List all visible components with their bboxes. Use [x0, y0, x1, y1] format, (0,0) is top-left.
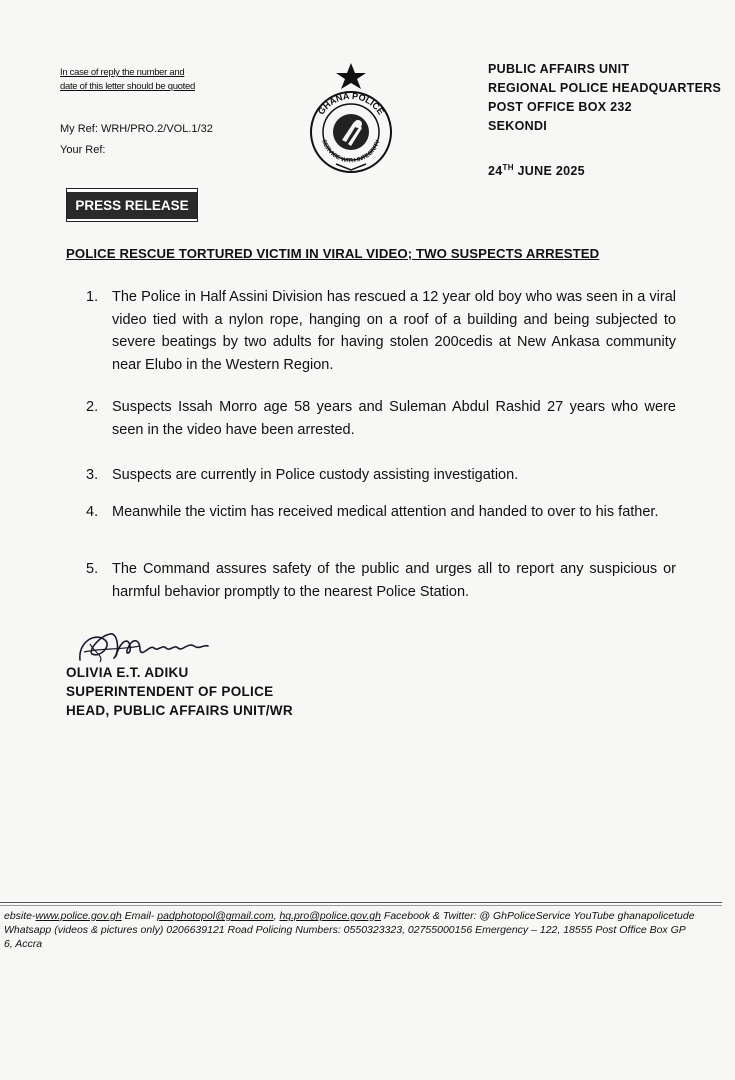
sender-address: [488, 60, 721, 136]
release-date: [488, 163, 585, 178]
paragraph-4: [86, 501, 676, 524]
signatory-name: OLIVIA E.T. ADIKU: [66, 665, 189, 680]
my-ref: My Ref: WRH/PRO.2/VOL.1/32: [60, 123, 213, 135]
paragraph-number: 2.: [86, 399, 99, 415]
footer-divider: [0, 902, 722, 903]
email-link[interactable]: hq.pro@police.gov.gh: [279, 910, 381, 922]
paragraph-1: [86, 286, 676, 376]
footer-line-3: 6, Accra: [4, 938, 43, 950]
footer-text: ebsite-: [4, 910, 36, 922]
website-link[interactable]: www.police.gov.gh: [35, 910, 122, 922]
paragraph-number: 4.: [86, 504, 99, 520]
footer-line-1: [4, 909, 735, 923]
footer-line-2: Whatsapp (videos & pictures only) 0206639121 Road Policing Numbers: 0550323323, 02755000156 Emergency – 122, 18555 Post Office Box GP: [4, 924, 686, 936]
press-release-badge: [66, 188, 198, 222]
date-month-year: JUNE 2025: [513, 164, 585, 179]
footer-text: ,: [273, 910, 280, 922]
paragraph-number: 3.: [86, 467, 99, 483]
paragraph-text: The Police in Half Assini Division has rescued a 12 year old boy who was seen in a viral video tied with a nylon rope, hanging on a roof of a building and being subjected to severe beatings by two adults for having stolen 200cedis at New Ankasa community near Elubo in the Western Region.: [112, 289, 676, 373]
paragraph-text: Meanwhile the victim has received medical attention and handed to over to his father.: [112, 504, 659, 520]
paragraph-text: The Command assures safety of the public and urges all to report any suspicious or harmful behavior promptly to the nearest Police Station.: [112, 561, 676, 600]
press-release-label: PRESS RELEASE: [67, 192, 196, 219]
police-crest-icon: [296, 60, 406, 175]
your-ref: Your Ref:: [60, 144, 106, 156]
email-link[interactable]: padphotopol@gmail.com: [157, 910, 274, 922]
paragraph-text: Suspects are currently in Police custody assisting investigation.: [112, 467, 519, 483]
address-line: SEKONDI: [488, 119, 548, 133]
date-suffix: TH: [502, 163, 514, 172]
footer-divider: [0, 905, 722, 906]
address-line: PUBLIC AFFAIRS UNIT: [488, 62, 630, 76]
footer-text: Email-: [121, 910, 158, 922]
footer-contacts: [4, 909, 735, 951]
crest-bottom-text: SERVICE WITH INTEGRITY: [320, 139, 382, 165]
paragraph-number: 1.: [86, 289, 99, 305]
paragraph-2: [86, 396, 676, 441]
signatory-block: [66, 663, 293, 720]
ghana-police-crest: [296, 60, 406, 180]
paragraph-5: [86, 558, 676, 603]
paragraph-text: Suspects Issah Morro age 58 years and Suleman Abdul Rashid 27 years who were seen in the video have been arrested.: [112, 399, 676, 438]
paragraph-number: 5.: [86, 561, 99, 577]
address-line: REGIONAL POLICE HEADQUARTERS: [488, 81, 722, 95]
paragraph-3: [86, 464, 676, 487]
signatory-title: HEAD, PUBLIC AFFAIRS UNIT/WR: [66, 703, 293, 718]
signatory-rank: SUPERINTENDENT OF POLICE: [66, 684, 274, 699]
date-day: 24: [488, 164, 503, 179]
reply-note: In case of reply the number and date of this letter should be quoted: [60, 67, 195, 92]
address-line: POST OFFICE BOX 232: [488, 100, 632, 114]
footer-text: Facebook & Twitter: @ GhPoliceService YouTube ghanapolicetude: [380, 910, 695, 922]
headline: POLICE RESCUE TORTURED VICTIM IN VIRAL VIDEO; TWO SUSPECTS ARRESTED: [66, 246, 600, 261]
crest-top-text: GHANA POLICE: [315, 90, 387, 117]
